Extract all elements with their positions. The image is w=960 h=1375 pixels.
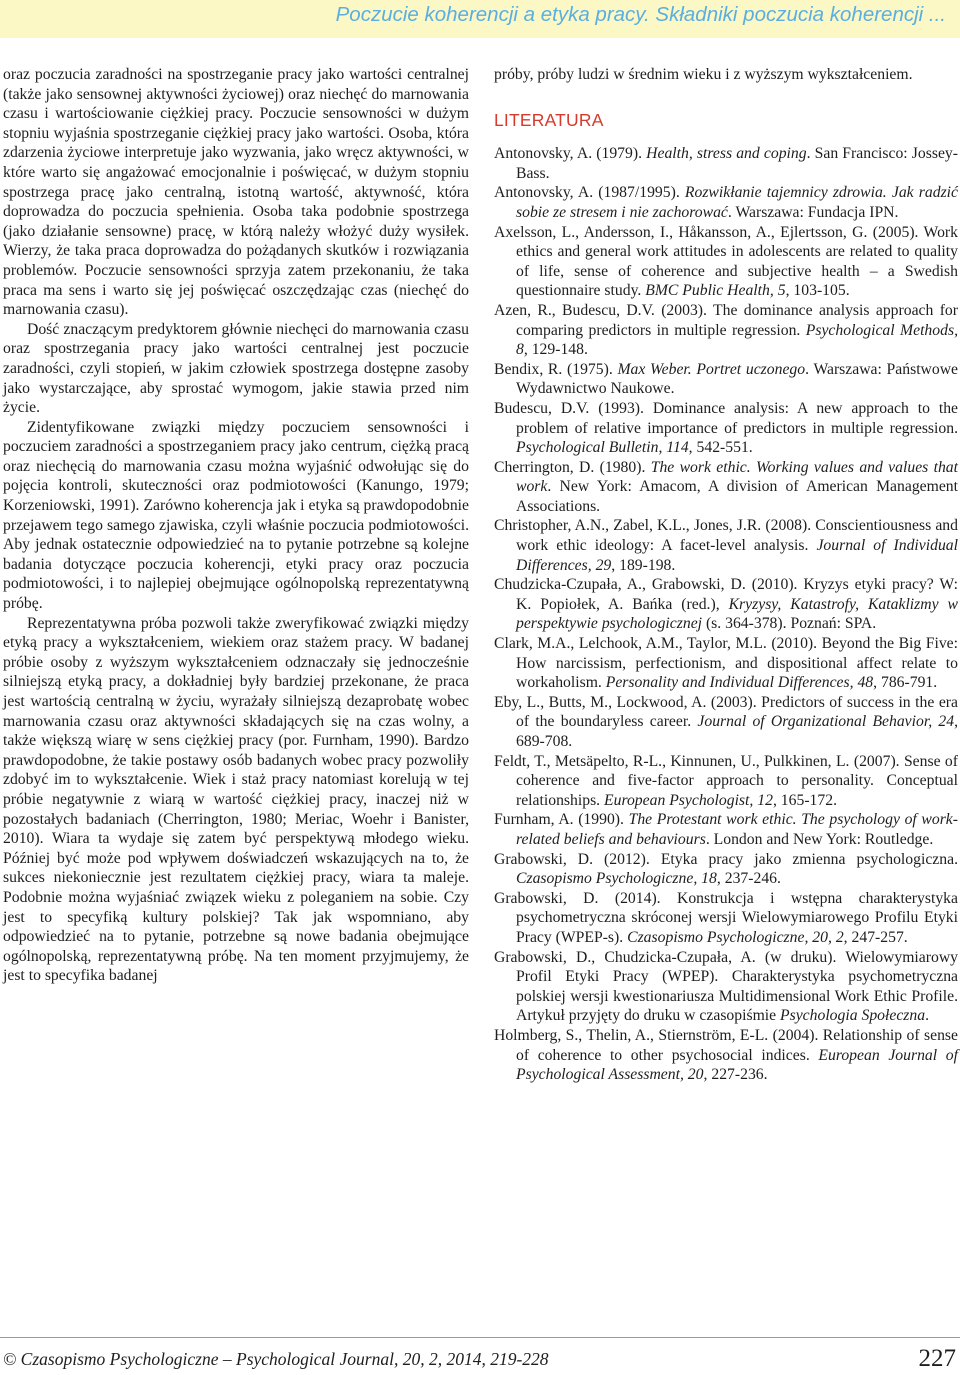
reference-title: Max Weber. Portret uczonego bbox=[617, 360, 806, 378]
reference-list bbox=[494, 144, 958, 1085]
reference-details: , 542-551. bbox=[688, 439, 753, 457]
reference-authors: Grabowski, D. (2012). Etyka pracy jako zmienna psychologiczna. bbox=[494, 850, 958, 868]
literature-heading: LITERATURA bbox=[494, 109, 604, 130]
reference-details: , 129-148. bbox=[523, 341, 588, 359]
reference-details: (s. 364-378). Poznań: SPA. bbox=[702, 615, 877, 633]
reference-entry bbox=[494, 301, 958, 360]
continuation-paragraph: próby, próby ludzi w średnim wieku i z wyższym wykształceniem. bbox=[494, 66, 913, 83]
reference-entry bbox=[494, 889, 958, 948]
reference-details: , 247-257. bbox=[843, 928, 908, 946]
reference-authors: Clark, M.A., Lelchook, A.M., Taylor, M.L. (2010). Beyond the Big Five: How narcissism, perfectionism, and dispositional affect relate to workaholism. bbox=[494, 635, 958, 692]
reference-title: Health, stress and coping bbox=[646, 145, 807, 163]
reference-details: , 189-198. bbox=[611, 556, 676, 574]
reference-title: Rozwikłanie tajemnicy zdrowia. Jak radzić sobie ze stresem i nie zachorować bbox=[516, 184, 958, 221]
reference-title: BMC Public Health, 5 bbox=[645, 282, 786, 300]
reference-title: Journal of Individual Differences, 29 bbox=[516, 537, 958, 574]
journal-citation: © Czasopismo Psychologiczne – Psychological Journal, 20, 2, 2014, 219-228 bbox=[3, 1349, 549, 1369]
reference-entry bbox=[494, 360, 958, 399]
reference-entry bbox=[494, 144, 958, 183]
reference-authors: Azen, R., Budescu, D.V. (2003). The dominance analysis approach for comparing predictors in multiple regression. bbox=[494, 301, 958, 339]
page-number: 227 bbox=[918, 1345, 956, 1372]
reference-authors: Bendix, R. (1975). bbox=[494, 360, 618, 378]
reference-entry bbox=[494, 948, 958, 1026]
reference-title: European Journal of Psychological Assessment, 20 bbox=[516, 1046, 958, 1084]
left-column bbox=[3, 65, 469, 986]
reference-title: European Psychologist, 12 bbox=[604, 791, 773, 809]
reference-entry bbox=[494, 458, 958, 517]
reference-entry bbox=[494, 223, 958, 301]
reference-title: Psychological Bulletin, 114 bbox=[516, 439, 689, 457]
reference-title: Psychologia Społeczna bbox=[780, 1007, 926, 1025]
reference-authors: Grabowski, D., Chudzicka-Czupała, A. (w druku). Wielowymiarowy Profil Etyki Pracy (WPEP). Charakterystyka psychometryczna polskiej wersji kwestionariusza Multidimensional Work Ethic Profile. Artykuł przyjęty do druku w czasopiśmie bbox=[494, 948, 958, 1025]
reference-entry bbox=[494, 183, 958, 222]
body-paragraph: Reprezentatywna próba pozwoli także zweryfikować związki między etyką pracy a wykształceniem, wiekiem oraz stażem pracy. W badanej próbie osoby z wyższym wykształceniem odznaczały się jednocześnie silniejszą etyką pracy, a dokładniej były bardziej przekonane, że praca jest wartością centralną w życiu, wyrażały silniejszą dezaprobatę wobec marnowania czasu oraz aktywności składających się na czas wolny, a także większą wiarę w sens ciężkiej pracy (por. Furnham, 1990). Bardzo prawdopodobne, że takie postawy osób badanych wobec pracy pozwoliły zdobyć im to wykształcenie. Wiek i staż pracy natomiast korelują w tej próbie negatywnie z wiarą w wartość ciężkiej pracy, inaczej niż w pozostałych badaniach (Cherrington, 1980; Meriac, Woehr i Banister, 2010). Wiara ta wydaje się zatem być perspektywą młodego wieku. Później być może pod wpływem doświadczeń wskazujących na to, że sukces niekoniecznie jest rezultatem ciężkiej pracy, wiara ta maleje. Podobnie można wyjaśniać związek wieku z poleganiem na sobie. Czy jest to specyfiką kultury polskiej? Tak jak wspomniano, aby odpowiedzieć na to pytanie, potrzebne są nowe badania obejmujące ogólnopolską, reprezentatywną próbę. Na ten moment przyjmujemy, że jest to specyfika badanej bbox=[3, 614, 469, 985]
reference-entry bbox=[494, 516, 958, 575]
reference-details: , 103-105. bbox=[785, 282, 850, 300]
reference-authors: Cherrington, D. (1980). bbox=[494, 458, 651, 476]
reference-authors: Grabowski, D. (2014). Konstrukcja i wstępna charakterystyka psychometryczna skróconej wersji Wielowymiarowego Profilu Etyki Pracy (WPEP-s). bbox=[494, 889, 958, 946]
reference-details: , 227-236. bbox=[703, 1066, 768, 1084]
reference-authors: Christopher, A.N., Zabel, K.L., Jones, J.R. (2008). Conscientiousness and work ethic ideology: A facet-level analysis. bbox=[494, 517, 958, 555]
reference-details: . San Francisco: Jossey-Bass. bbox=[516, 145, 958, 182]
reference-title: Psychological Methods, 8 bbox=[516, 321, 958, 359]
reference-details: . Warszawa: Państwowe Wydawnictwo Naukowe. bbox=[516, 360, 959, 398]
running-head-title: Poczucie koherencji a etyka pracy. Składniki poczucia koherencji ... bbox=[335, 3, 946, 26]
reference-authors: Holmberg, S., Thelin, A., Stiernström, E-L. (2004). Relationship of sense of coherence to other psychosocial indices. bbox=[494, 1026, 958, 1064]
reference-authors: Chudzicka-Czupała, A., Grabowski, D. (2010). Kryzys etyki pracy? W: K. Popiołek, A. Bańka (red.), bbox=[494, 576, 958, 613]
reference-entry bbox=[494, 399, 958, 458]
reference-title: Personality and Individual Differences, 48 bbox=[605, 674, 874, 692]
reference-authors: Axelsson, L., Andersson, I., Håkansson, A., Ejlertsson, G. (2005). Work ethics and general work attitudes in adolescents are related to quality of life, sense of coherence and subjective health – a Swedish questionnaire study. bbox=[494, 223, 958, 300]
body-paragraph: Zidentyfikowane związki między poczuciem sensowności i poczuciem zaradności a spostrzeganiem pracy jako centrum, ciężką pracą oraz niechęcią do marnowania czasu można wyjaśnić odwołując się do pojęcia kontroli, skuteczności oraz podmiotowości (Kanungo, 1979; Korzeniowski, 1991). Zarówno koherencja jak i etyka są prawdopodobnie przejawem tego samego zjawiska, czyli właśnie poczucia podmiotowości. Aby jednak ostatecznie odpowiedzieć na to pytanie potrzebne są kolejne badania dotyczące poczucia koherencji, etyki pracy oraz poczucia podmiotowości, i to najlepiej obejmujące ogólnopolską reprezentatywną próbę. bbox=[3, 418, 469, 613]
reference-entry bbox=[494, 575, 958, 634]
reference-entry bbox=[494, 1026, 958, 1085]
reference-title: Kryzysy, Katastrofy, Kataklizmy w perspektywie psychologicznej bbox=[516, 595, 958, 633]
reference-title: Czasopismo Psychologiczne, 20, 2 bbox=[627, 928, 844, 946]
reference-entry bbox=[494, 810, 958, 849]
body-paragraph: oraz poczucia zaradności na spostrzeganie pracy jako wartości centralnej (także jako sensownej aktywności życiowej) oraz niechęć do marnowania czasu i wartościowanie ciężkiej pracy. Poczucie sensowności w dużym stopniu wyjaśnia spostrzeganie ciężkiej pracy jako wartości. Osoba, która zdarzenia życiowe interpretuje jako wyzwania, jako wręcz aktywności, w które warto się angażować emocjonalnie i poświęcać, w dużym stopniu spostrzega pracę jako centralną, istotną wartość, aktywność, która doprowadza do poczucia spełnienia. Osoba taka podobnie spostrzega (jako działanie sensowne) pracę, w którą należy włożyć duży wysiłek. Wierzy, że taka praca doprowadza do pożądanych skutków i rozwiązania problemów. Poczucie sensowności sprzyja zatem przekonaniu, że taka praca ma sens i warto się jej poświęcać oszczędzając czas (niechęć do marnowania czasu). bbox=[3, 66, 469, 319]
reference-details: . New York: Amacom, A division of American Management Associations. bbox=[516, 478, 958, 515]
reference-authors: Feldt, T., Metsäpelto, R-L., Kinnunen, U., Pulkkinen, L. (2007). Sense of coherence and five-factor approach to personality. Conceptual relationships. bbox=[494, 752, 958, 809]
reference-authors: Antonovsky, A. (1987/1995). bbox=[494, 184, 685, 202]
reference-entry bbox=[494, 634, 958, 693]
reference-details: , 786-791. bbox=[873, 674, 938, 692]
body-paragraph: Dość znaczącym predyktorem głównie niechęci do marnowania czasu oraz spostrzegania pracy jako wartości centralnej jest poczucie zaradności, czyli stopień, w jakim człowiek spostrzega dostępne zasoby jako wystarczające, aby sprostać wymogom, jakie stawia przed nim życie. bbox=[3, 320, 469, 417]
reference-title: Czasopismo Psychologiczne, 18 bbox=[516, 870, 717, 888]
reference-details: , 165-172. bbox=[772, 791, 837, 809]
reference-authors: Furnham, A. (1990). bbox=[494, 811, 629, 829]
running-header bbox=[0, 0, 960, 38]
reference-entry bbox=[494, 693, 958, 752]
reference-details: . London and New York: Routledge. bbox=[705, 830, 934, 848]
reference-details: . bbox=[925, 1007, 930, 1025]
reference-title: The Protestant work ethic. The psychology of work-related beliefs and behaviours bbox=[516, 811, 958, 848]
reference-details: , 237-246. bbox=[716, 870, 781, 888]
reference-authors: Antonovsky, A. (1979). bbox=[494, 145, 647, 163]
reference-entry bbox=[494, 850, 958, 889]
footer-divider bbox=[0, 1337, 960, 1338]
reference-entry bbox=[494, 752, 958, 811]
reference-details: . Warszawa: Fundacja IPN. bbox=[727, 203, 899, 221]
reference-authors: Budescu, D.V. (1993). Dominance analysis: A new approach to the problem of relative importance of predictors in multiple regression. bbox=[494, 399, 958, 437]
right-column bbox=[494, 65, 958, 1085]
reference-authors: Eby, L., Butts, M., Lockwood, A. (2003). Predictors of success in the era of the boundaryless career. bbox=[494, 693, 958, 731]
reference-title: Journal of Organizational Behavior, 24 bbox=[697, 713, 955, 731]
reference-title: The work ethic. Working values and values that work bbox=[516, 458, 958, 496]
reference-details: , 689-708. bbox=[516, 713, 958, 750]
